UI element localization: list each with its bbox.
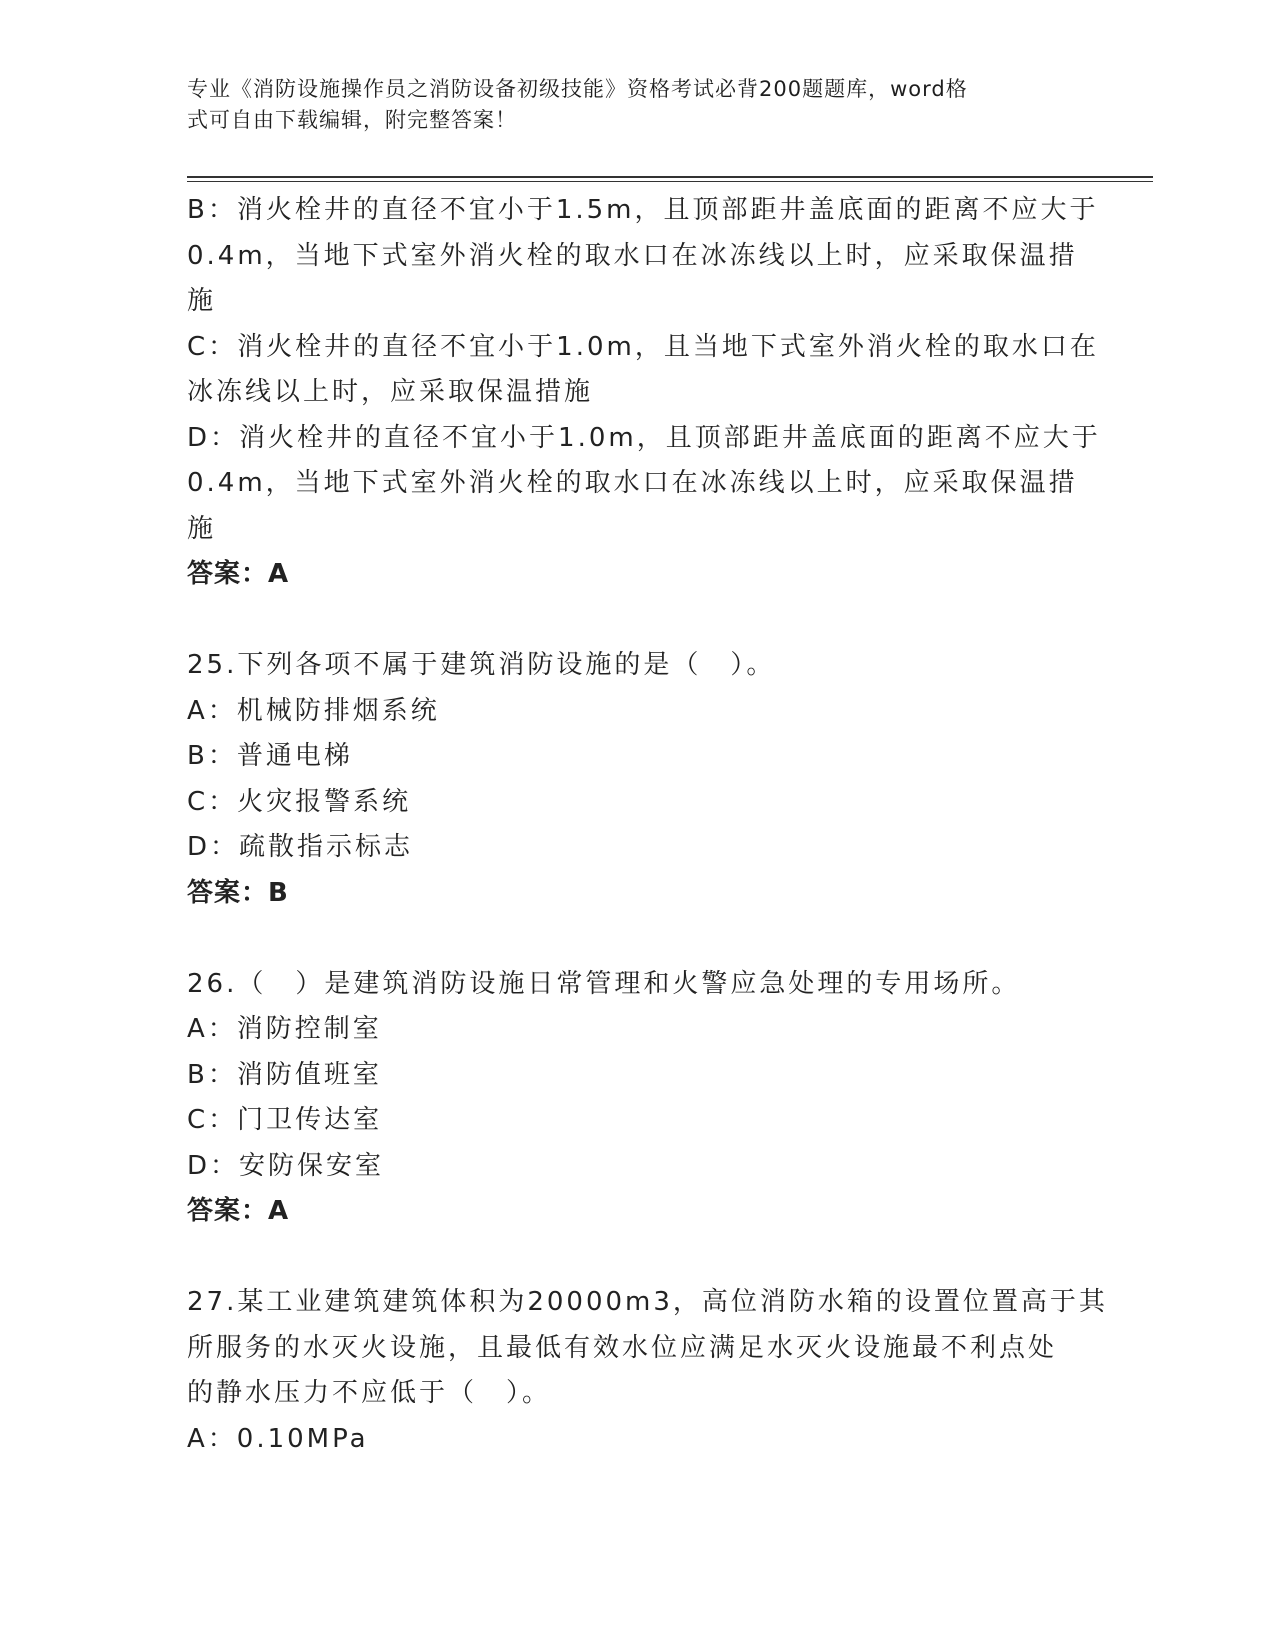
question-24-option-d <box>187 416 1101 553</box>
document-header <box>187 74 1067 136</box>
option-line: 施 <box>187 513 217 544</box>
question-25-option-c: C：火灾报警系统 <box>187 786 412 817</box>
stem-line: 27.某工业建筑建筑体积为20000m3，高位消防水箱的设置位置高于其 <box>187 1287 1108 1317</box>
question-25-answer: 答案：B <box>187 877 289 908</box>
option-line: D：消火栓井的直径不宜小于1.0m，且顶部距井盖底面的距离不应大于 <box>187 422 1101 453</box>
question-content <box>187 188 1108 1462</box>
option-line: 0.4m，当地下式室外消火栓的取水口在冰冻线以上时，应采取保温措 <box>187 240 1078 271</box>
spacer <box>187 916 1087 962</box>
header-divider-thick <box>187 176 1153 178</box>
question-25-stem: 25.下列各项不属于建筑消防设施的是（ ）。 <box>187 650 776 680</box>
option-line: 冰冻线以上时，应采取保温措施 <box>187 377 594 407</box>
question-25-option-d: D：疏散指示标志 <box>187 832 414 862</box>
question-26-option-c: C：门卫传达室 <box>187 1105 383 1135</box>
question-24-option-b <box>187 188 1099 325</box>
stem-line: 的静水压力不应低于（ ）。 <box>187 1378 552 1408</box>
option-line: B：消火栓井的直径不宜小于1.5m，且顶部距井盖底面的距离不应大于 <box>187 195 1099 225</box>
question-26-answer: 答案：A <box>187 1196 290 1226</box>
spacer <box>187 598 1087 644</box>
option-line: 施 <box>187 286 217 316</box>
question-27-option-a: A：0.10MPa <box>187 1423 369 1454</box>
question-24-answer: 答案：A <box>187 559 290 589</box>
question-25-option-a: A：机械防排烟系统 <box>187 695 440 726</box>
question-26-option-b: B：消防值班室 <box>187 1059 382 1090</box>
question-26-option-a: A：消防控制室 <box>187 1014 382 1044</box>
question-25-option-b: B：普通电梯 <box>187 741 353 771</box>
stem-line: 所服务的水灭火设施，且最低有效水位应满足水灭火设施最不利点处 <box>187 1332 1058 1363</box>
question-26-option-d: D：安防保安室 <box>187 1150 385 1181</box>
question-27-stem <box>187 1280 1108 1417</box>
header-divider-thin <box>187 181 1153 182</box>
spacer <box>187 1235 1087 1281</box>
question-24-option-c <box>187 325 1099 416</box>
option-line: 0.4m，当地下式室外消火栓的取水口在冰冻线以上时，应采取保温措 <box>187 468 1078 498</box>
header-line: 式可自由下载编辑，附完整答案！ <box>187 108 517 132</box>
header-line: 专业《消防设施操作员之消防设备初级技能》资格考试必背200题题库，word格 <box>187 77 968 101</box>
question-26-stem: 26.（ ）是建筑消防设施日常管理和火警应急处理的专用场所。 <box>187 968 1021 999</box>
option-line: C：消火栓井的直径不宜小于1.0m，且当地下式室外消火栓的取水口在 <box>187 331 1099 362</box>
